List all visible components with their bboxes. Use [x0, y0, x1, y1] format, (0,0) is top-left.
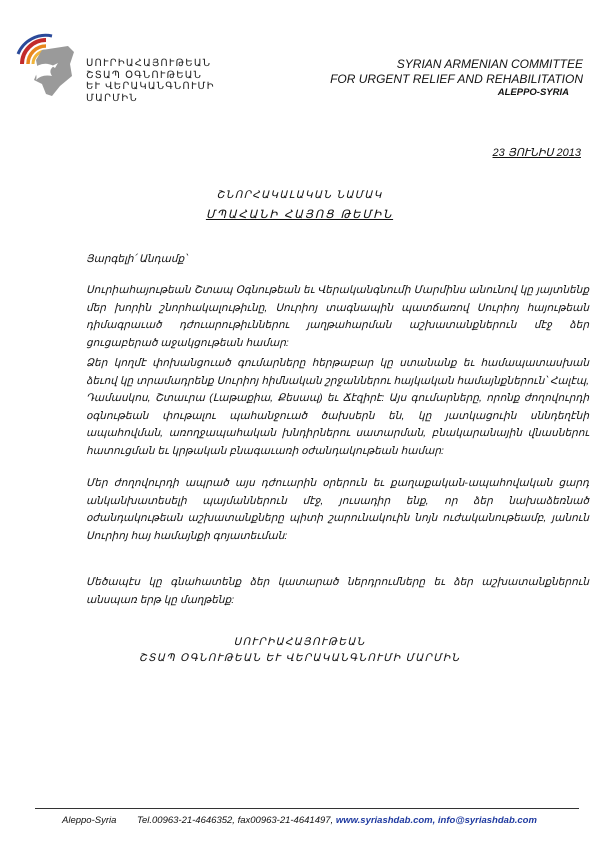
signature-line1: ՍՈՒՐԻԱՀԱՅՈՒԹԵԱՆ: [233, 636, 366, 648]
letter-title: [0, 188, 599, 223]
org-name-armenian: [86, 58, 215, 104]
logo-dove-map-icon: [12, 30, 82, 102]
footer-fax: fax00963-21-4641497,: [237, 815, 334, 826]
org-armenian-line: ԵՒ ՎԵՐԱԿԱՆԳՆՈՒՄԻ: [86, 81, 215, 92]
signature-line2: ՇՏԱՊ ՕԳՆՈՒԹԵԱՆ ԵՒ ՎԵՐԱԿԱՆԳՆՈՒՄԻ ՄԱՐՄԻՆ: [138, 652, 461, 664]
org-name-english: [330, 57, 583, 100]
org-armenian-line: ՇՏԱՊ ՕԳՆՈՒԹԵԱՆ: [86, 69, 203, 81]
footer-tel: Tel.00963-21-4646352,: [137, 815, 235, 826]
committee-logo: [12, 30, 82, 102]
title-line2: ՄՊԱՀԱՆԻ ՀԱՅՈՑ ԹԵՄԻՆ: [205, 209, 394, 221]
title-line1: ՇՆՈՐՀԱԿԱԼԱԿԱՆ ՆԱՄԱԿ: [216, 189, 383, 201]
body-paragraph: Ձեր կողմէ փոխանցուած գումարները հերթաբար կը ստանանք եւ համապատասխան ձեւով կը տրամադրենք Սուրիոյ հիմնական շրջաններու հայկական համայնքներուն՝ Հալէպ, Դամասկոս, Շտաւրա (Լաթաքիա, Քեսապ) եւ Ճէզիրէ: Այս գումարները, որոնք ժողովուրդի օգնութեան փութալու պահանջուած ծախսերն են, կը յատկացուին սննդեղէնի ապահովման, առողջապահական խնդիրներու սատարման, բնակարանային վնասներու հատուցման եւ կրթական բնագաւառի օժանդակութեան համար:: [86, 357, 589, 457]
org-english-line3: ALEPPO-SYRIA: [497, 87, 569, 98]
salutation: Յարգելի՛ Անդամք՝: [86, 253, 187, 265]
body-paragraph: Սուրիահայութեան Շտապ Օգնութեան եւ Վերականգնումի Մարմինս անունով կը յայտնենք մեր խորին շնորհակալութիւնը, Սուրիոյ տագնապին պատճառով Սուրիոյ հայութեան դիմագրաւած դժուարութիւններու յաղթահարման աշխատանքներուն մէջ ձեր ցուցաբերած աջակցութեան համար:: [86, 284, 589, 349]
body-paragraph: Մեծապէս կը գնահատենք ձեր կատարած ներդրումները եւ ձեր աշխատանքներուն անսպառ երթ կը մաղթենք:: [86, 576, 589, 606]
org-armenian-line: ՄԱՐՄԻՆ: [86, 92, 138, 104]
footer-email-link[interactable]: info@syriashdab.com: [437, 815, 537, 826]
org-armenian-line: ՍՈՒՐԻԱՀԱՅՈՒԹԵԱՆ: [86, 58, 212, 69]
org-english-line2: FOR URGENT RELIEF AND REHABILITATION: [330, 71, 583, 86]
footer-website-link[interactable]: www.syriashdab.com,: [335, 815, 436, 826]
body-paragraph: Մեր ժողովուրդի ապրած այս դժուարին օրերուն եւ քաղաքական-ապահովական ցարդ անկանխատեսելի պայմաններուն մէջ, յուսադիր ենք, որ ձեր նախաձեռնած օժանդակութեան աշխատանքները պիտի շարունակուին նոյն ուժականութեամբ, յանուն Սուրիոյ հայ համայնքի գոյատեւման:: [86, 477, 589, 542]
footer-divider: [35, 808, 579, 809]
letter-date: 23 ՅՈՒՆԻՍ 2013: [492, 147, 581, 159]
footer-city: Aleppo-Syria: [62, 815, 117, 826]
footer-contact: [62, 815, 537, 826]
signature-block: [0, 634, 599, 666]
org-english-line1: SYRIAN ARMENIAN COMMITTEE: [396, 57, 583, 71]
